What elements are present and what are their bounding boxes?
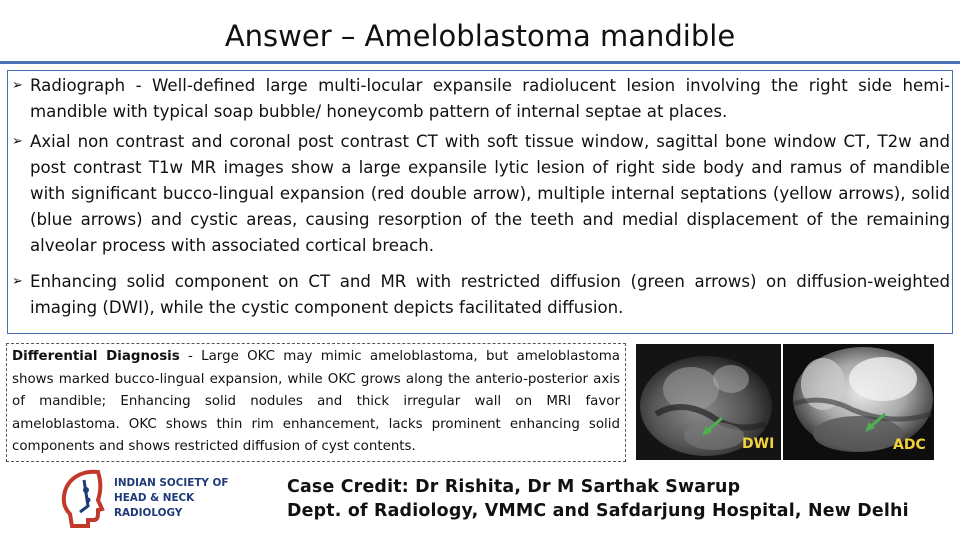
isnhr-logo <box>54 466 230 530</box>
differential-heading: Differential Diagnosis <box>12 349 180 364</box>
bullet-arrow-icon: ➢ <box>12 134 23 149</box>
logo-line: HEAD & NECK <box>114 492 195 504</box>
adc-label: ADC <box>893 437 926 453</box>
bullet-text: Radiograph - Well-defined large multi-locular expansile radiolucent lesion involving the right side hemi-mandible with typical soap bubble/ honeycomb pattern of internal septae at places. <box>30 76 950 121</box>
bullet-arrow-icon: ➢ <box>12 78 23 93</box>
title-divider <box>0 61 960 64</box>
findings-box <box>7 70 953 334</box>
logo-line: RADIOLOGY <box>114 507 183 519</box>
head-profile-icon <box>54 466 112 530</box>
dwi-label: DWI <box>742 436 775 452</box>
bullet-text: Axial non contrast and coronal post contrast CT with soft tissue window, sagittal bone window CT, T2w and post contrast T1w MR images show a large expansile lytic lesion of right side body and ramus of mandible with significant bucco-lingual expansion (red double arrow), multiple internal septations (yellow arrows), solid (blue arrows) and cystic areas, causing resorption of the teeth and medial displacement of the remaining alveolar process with associated cortical breach. <box>30 132 950 255</box>
slide-title: Answer – Ameloblastoma mandible <box>224 19 736 53</box>
dwi-image <box>636 344 781 460</box>
bullet-arrow-icon: ➢ <box>12 274 23 289</box>
logo-line: INDIAN SOCIETY OF <box>114 477 229 489</box>
bullet-text: Enhancing solid component on CT and MR with restricted diffusion (green arrows) on diffusion-weighted imaging (DWI), while the cystic component depicts facilitated diffusion. <box>30 272 950 317</box>
differential-text: - Large OKC may mimic ameloblastoma, but ameloblastoma shows marked bucco-lingual expansion, while OKC grows along the anterio-posterior axis of mandible; Enhancing solid nodules and thick irregular wall on MRI favor ameloblastoma. OKC shows thin rim enhancement, lacks prominent enhancing solid components and shows restricted diffusion of cyst contents. <box>12 349 620 454</box>
department-credit: Dept. of Radiology, VMMC and Safdarjung Hospital, New Delhi <box>287 501 909 521</box>
adc-image <box>783 344 934 460</box>
case-credit: Case Credit: Dr Rishita, Dr M Sarthak Swarup <box>287 477 741 497</box>
differential-diagnosis-box <box>6 343 626 462</box>
logo-text <box>114 476 228 521</box>
